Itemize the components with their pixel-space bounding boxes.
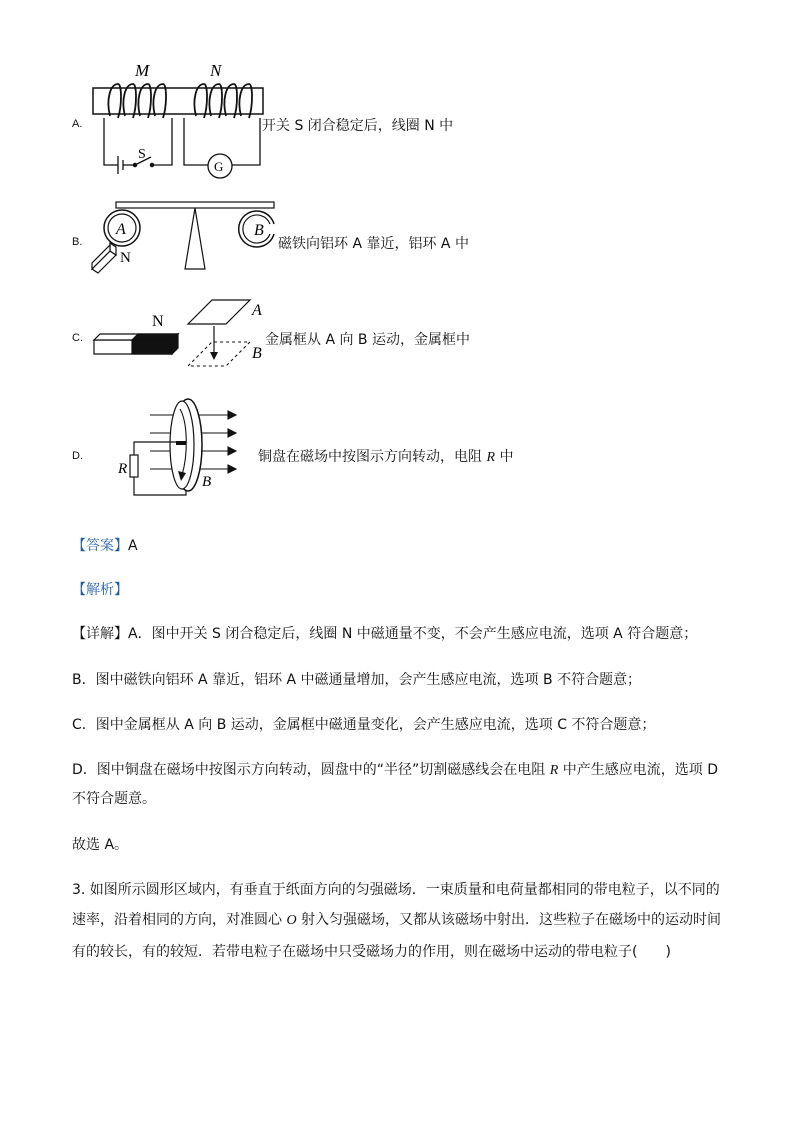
answer-head: 【答案】	[72, 538, 128, 554]
coil-m	[108, 84, 166, 118]
switch-label: S	[138, 147, 146, 162]
question3-line2: 速率，沿着相同的方向，对准圆心 O 射入匀强磁场，又都从该磁场中射出．这些粒子在磁场中的运动时间	[72, 912, 722, 928]
ring-a-label: A	[116, 221, 126, 238]
coil-n	[194, 84, 252, 118]
coil-m-label: M	[135, 61, 150, 80]
detail-b: B．图中磁铁向铝环 A 靠近，铝环 A 中磁通量增加，会产生感应电流，选项 B 不符合题意；	[72, 672, 642, 688]
resistor-label: R	[118, 461, 128, 477]
detail-c: C．图中金属框从 A 向 B 运动，金属框中磁通量变化，会产生感应电流，选项 C 不符合题意；	[72, 717, 656, 733]
bar-magnet	[92, 243, 116, 273]
pivot-stand	[185, 208, 205, 269]
frame-position-b	[188, 342, 250, 366]
option-c-label: C.	[72, 332, 83, 344]
option-a-figure	[88, 58, 268, 183]
arrow-head	[210, 352, 218, 360]
magnet-pole-label: N	[152, 313, 164, 330]
detail-d-line2: 不符合题意。	[72, 791, 156, 807]
copper-disk	[170, 399, 202, 491]
ring-a	[104, 210, 140, 246]
galvanometer-label: G	[214, 159, 224, 174]
field-label: B	[202, 474, 212, 490]
coil-n-label: N	[210, 61, 222, 80]
detail-head: 【详解】	[72, 626, 128, 642]
option-c-figure	[88, 296, 278, 374]
ring-b-label: B	[254, 222, 264, 239]
analysis-head: 【解析】	[72, 582, 128, 598]
beam	[116, 202, 274, 208]
detail-a: 【详解】A．图中开关 S 闭合稳定后，线圈 N 中磁通量不变，不会产生感应电流，选项 A 符合题意；	[72, 626, 698, 642]
option-d-text: 铜盘在磁场中按图示方向转动，电阻 R 中	[258, 449, 514, 465]
option-b-text: 磁铁向铝环 A 靠近，铝环 A 中	[278, 236, 469, 252]
answer-value: A	[128, 538, 138, 554]
question3-line1: 3. 如图所示圆形区域内，有垂直于纸面方向的匀强磁场．一束质量和电荷量都相同的带电粒子，以不同的	[72, 882, 720, 898]
answer	[72, 536, 138, 557]
circuit-m	[104, 118, 172, 174]
bar-magnet	[94, 334, 178, 354]
position-a-label: A	[252, 302, 262, 319]
position-b-label: B	[252, 345, 262, 362]
option-d-label: D.	[72, 450, 83, 462]
option-b-figure	[88, 196, 278, 281]
option-a-label: A.	[72, 118, 83, 130]
option-d-figure	[110, 395, 240, 497]
conclusion: 故选 A。	[72, 837, 129, 853]
question3-line3: 有的较长，有的较短．若带电粒子在磁场中只受磁场力的作用，则在磁场中运动的带电粒子( )	[72, 944, 671, 960]
ring-b	[239, 211, 274, 247]
option-a-text: 开关 S 闭合稳定后，线圈 N 中	[262, 118, 454, 134]
option-b-label: B.	[72, 236, 83, 248]
detail-d: D．图中铜盘在磁场中按图示方向转动，圆盘中的“半径”切割磁感线会在电阻 R 中产生感应电流，选项 D	[72, 762, 718, 778]
option-c-text: 金属框从 A 向 B 运动，金属框中	[265, 332, 470, 348]
magnet-pole-label: N	[120, 250, 131, 266]
frame-position-a	[188, 300, 250, 324]
